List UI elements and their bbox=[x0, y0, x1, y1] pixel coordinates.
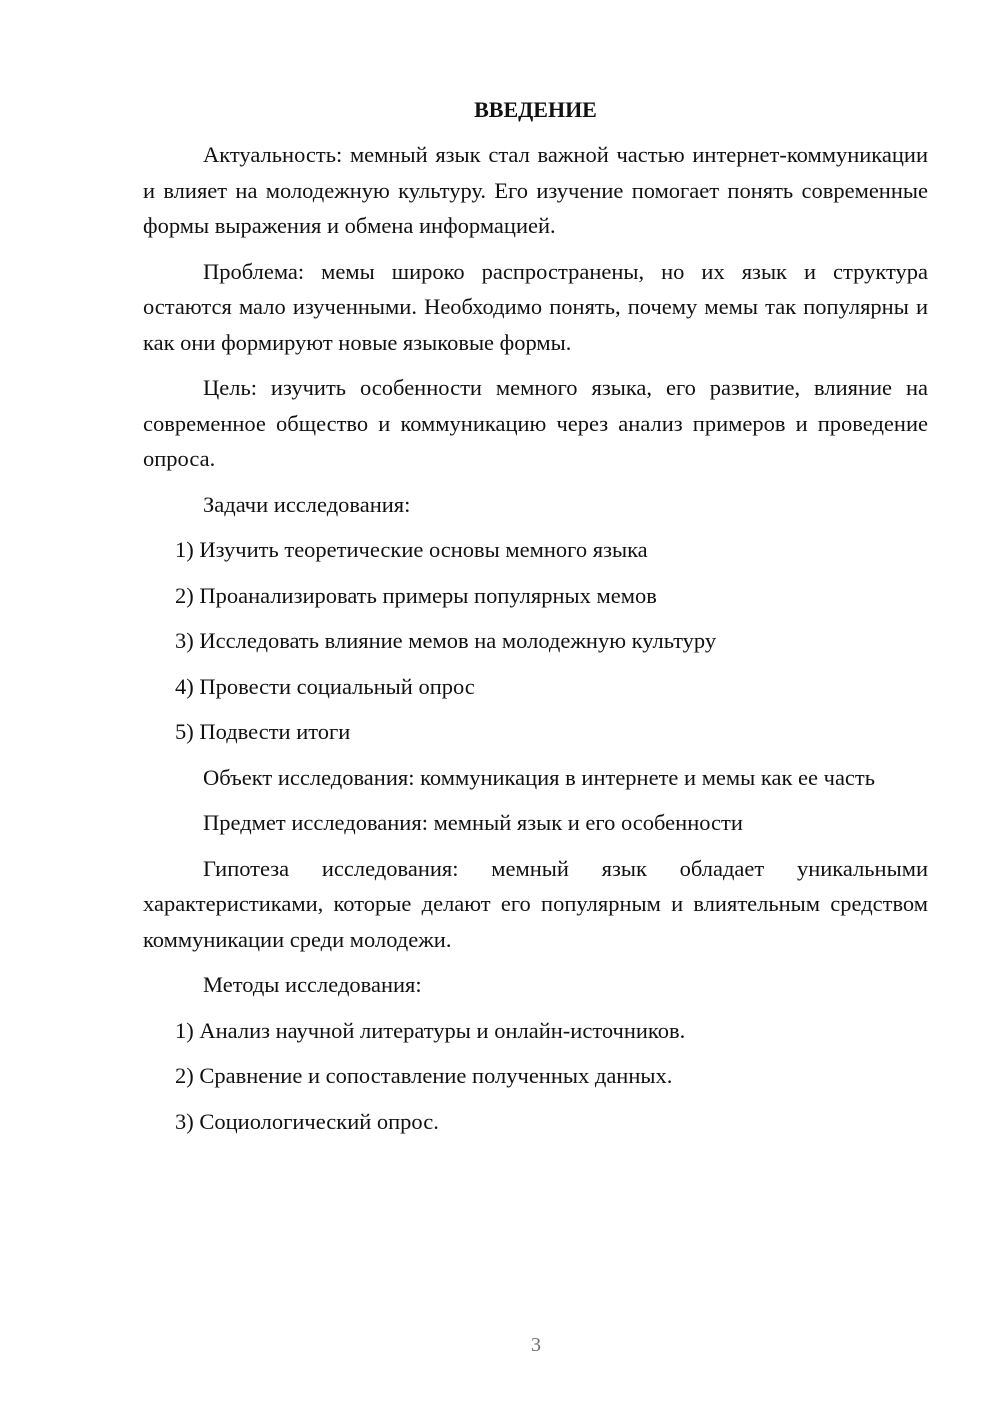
task-item: 5) Подвести итоги bbox=[175, 719, 351, 744]
task-item: 4) Провести социальный опрос bbox=[175, 673, 475, 699]
page-title: ВВЕДЕНИЕ bbox=[474, 97, 597, 122]
task-item: 3) Исследовать влияние мемов на молодежную культуру bbox=[175, 628, 717, 653]
document-body bbox=[143, 93, 928, 1149]
task-item: 2) Проанализировать примеры популярных мемов bbox=[175, 582, 657, 608]
subject-paragraph: Предмет исследования: мемный язык и его особенности bbox=[203, 810, 743, 835]
object-paragraph: Объект исследования: коммуникация в интернете и мемы как ее часть bbox=[203, 764, 876, 790]
methods-heading: Методы исследования: bbox=[203, 972, 422, 997]
hypothesis-paragraph: Гипотеза исследования: мемный язык обладает уникальными характеристиками, которые делают его популярным и влиятельным средством коммуникации среди молодежи. bbox=[143, 855, 928, 952]
method-item: 3) Социологический опрос. bbox=[175, 1108, 439, 1134]
method-item: 2) Сравнение и сопоставление полученных данных. bbox=[175, 1063, 673, 1088]
problem-paragraph: Проблема: мемы широко распространены, но их язык и структура остаются мало изученными. Необходимо понять, почему мемы так популярны и как они формируют новые языковые формы. bbox=[143, 258, 928, 355]
relevance-paragraph: Актуальность: мемный язык стал важной частью интернет-коммуникации и влияет на молодежную культуру. Его изучение помогает понять современные формы выражения и обмена информацией. bbox=[143, 142, 928, 238]
method-item: 1) Анализ научной литературы и онлайн-источников. bbox=[175, 1017, 686, 1043]
goal-paragraph: Цель: изучить особенности мемного языка, его развитие, влияние на современное общество и коммуникацию через анализ примеров и проведение опроса. bbox=[143, 375, 928, 471]
tasks-heading: Задачи исследования: bbox=[203, 491, 411, 517]
task-item: 1) Изучить теоретические основы мемного языка bbox=[175, 537, 648, 562]
page-number: 3 bbox=[531, 1334, 541, 1356]
